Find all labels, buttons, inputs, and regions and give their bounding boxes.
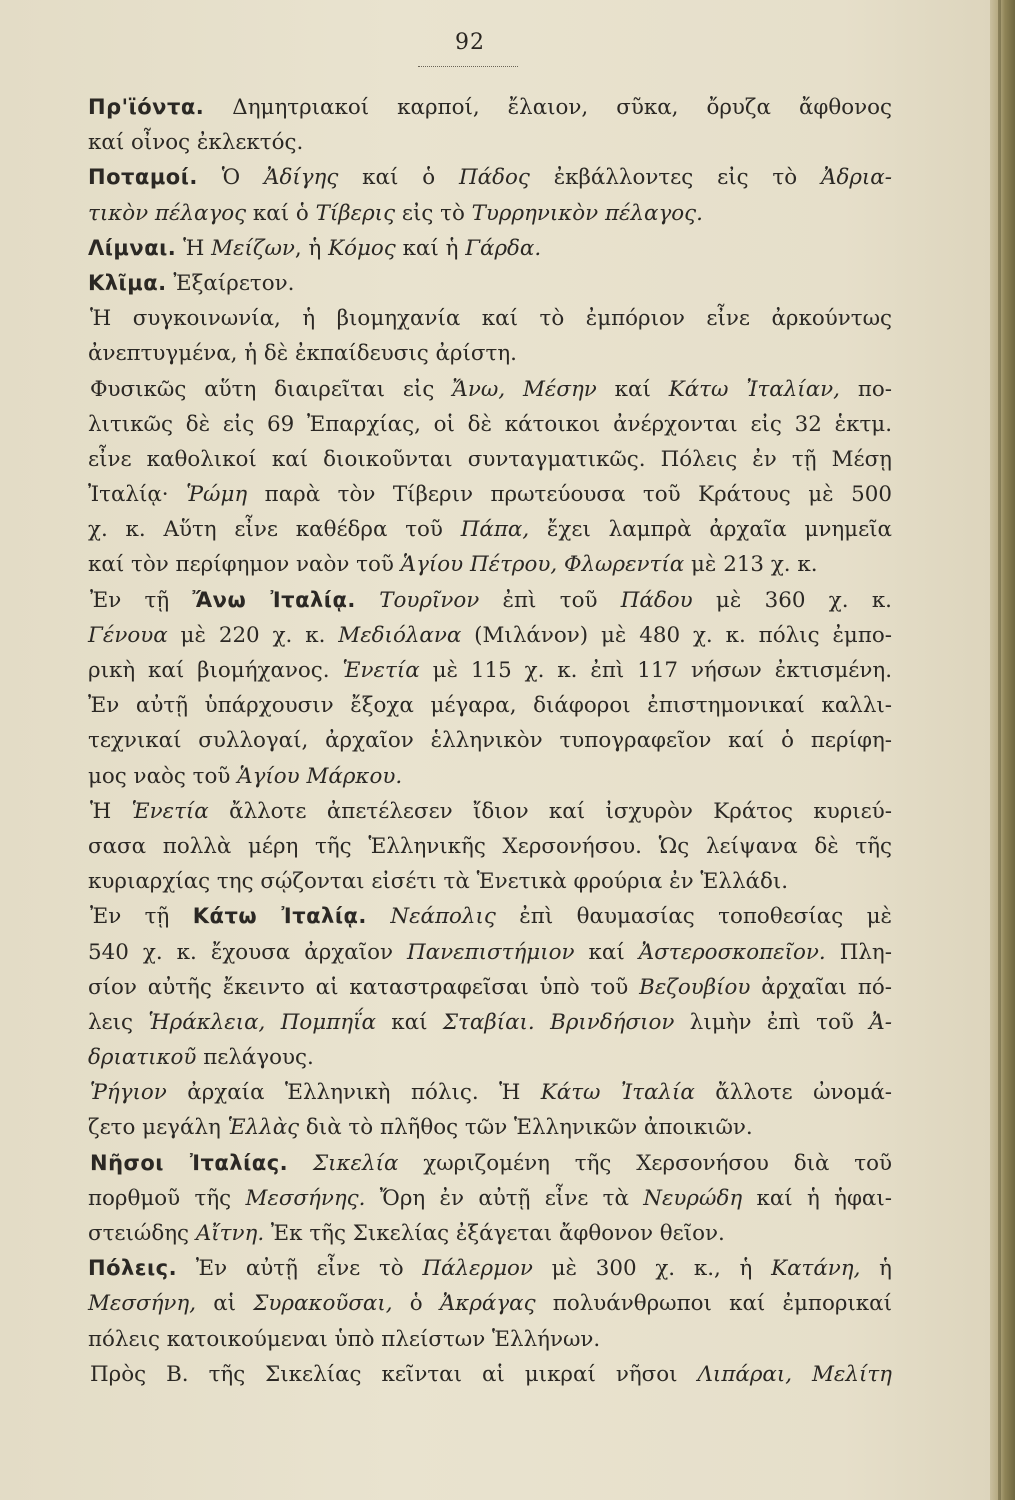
text-line (88, 759, 892, 794)
text-run: στειώδης (88, 1221, 196, 1246)
text-run: καί (375, 1009, 443, 1035)
italic-term: Πάδου (620, 587, 693, 613)
text-run: καί ὁ (246, 200, 316, 226)
italic-term: Ἡράκλεια, Πομπηΐα (148, 1009, 376, 1035)
text-line (88, 1357, 892, 1392)
italic-term: Τουρῖνον (379, 587, 480, 613)
text-run: Ἡ συγκοινωνία, ἡ βιομηχανία καί τὸ ἐμπόριον εἶνε ἀρκούντως (90, 306, 892, 332)
text-run: ἔχει λαμπρὰ ἀρχαῖα μνημεῖα (529, 517, 892, 543)
italic-term: Μείζων (211, 235, 295, 261)
text-line (88, 1181, 892, 1216)
text-run (356, 588, 379, 613)
text-run: Ἐν αὐτῇ εἶνε τὸ (177, 1256, 423, 1282)
italic-term: Ῥήγιον (90, 1080, 167, 1106)
text-line (88, 688, 892, 723)
text-line (88, 1040, 892, 1075)
text-run: 540 χ. κ. ἔχουσα ἀρχαῖον (88, 939, 408, 965)
italic-term: Ἀ- (869, 1009, 892, 1035)
italic-term: Λιπάραι, Μελίτη (697, 1361, 892, 1387)
text-run: ἀνεπτυγμένα, ἡ δὲ ἐκπαίδευσις ἀρίστη. (88, 341, 517, 367)
text-run: , ἡ (294, 235, 329, 261)
section-heading: Πρ'ϊόντα. (88, 95, 205, 119)
text-run (288, 1151, 313, 1176)
section-heading: Ποταμοί. (88, 165, 198, 190)
text-run: πόλεις κατοικούμεναι ὑπὸ πλείστων Ἑλλήνων. (88, 1326, 601, 1352)
text-line (88, 512, 892, 547)
italic-term: Μεσσήνης. (245, 1185, 366, 1211)
text-line (88, 372, 892, 407)
italic-term: Πάλερμον (422, 1256, 533, 1282)
text-run: διὰ τὸ πλῆθος τῶν Ἑλληνικῶν ἀποικιῶν. (299, 1115, 753, 1141)
italic-term: Σταβίαι. Βρινδήσιον (442, 1009, 675, 1035)
text-run: Πρὸς Β. τῆς Σικελίας κεῖνται αἱ μικραί νῆσοι (90, 1361, 698, 1387)
text-line (88, 1075, 892, 1110)
text-line (88, 723, 892, 758)
section-heading: Κλῖμα. (88, 270, 167, 295)
text-run: καί ἡ (395, 235, 466, 261)
text-run: καί ὁ (338, 165, 459, 191)
text-line (88, 935, 892, 970)
text-line (88, 864, 892, 899)
italic-term: Νεάπολις (390, 904, 496, 930)
text-line (88, 583, 892, 618)
text-line (88, 407, 892, 442)
text-run: καί (574, 939, 639, 965)
text-line (88, 829, 892, 864)
text-line (88, 196, 892, 231)
text-line (88, 794, 892, 829)
text-run: Πλη- (825, 939, 892, 965)
italic-term: Κάτω Ἰταλία (540, 1080, 695, 1106)
italic-term: Ἑλλὰς (227, 1115, 300, 1141)
text-line (88, 477, 892, 512)
italic-term: Ἁγίου Πέτρου, Φλωρεντία (400, 552, 685, 578)
italic-term: Βεζουβίου (639, 974, 751, 1000)
text-line (88, 336, 892, 371)
section-heading: Πόλεις. (88, 1256, 178, 1281)
text-line (88, 970, 892, 1005)
italic-term: Γένουα (88, 622, 168, 648)
header-rule (418, 66, 518, 67)
section-heading: Κάτω Ἰταλίᾳ. (192, 904, 367, 929)
text-run: πολυάνθρωποι καί ἐμπορικαί (535, 1291, 893, 1317)
text-line (88, 160, 892, 195)
italic-term: Νευρώδη (643, 1185, 743, 1211)
text-run: Ἰταλίᾳ· (88, 482, 187, 508)
italic-term: Ἀδίγης (264, 165, 339, 191)
text-line (88, 442, 892, 477)
text-run: (Μιλάνον) μὲ 480 χ. κ. πόλις ἐμπο- (461, 622, 892, 648)
italic-term: Ἀδρια- (821, 165, 892, 191)
italic-term: Πάπα, (460, 517, 530, 543)
text-run: Ἐν τῇ (90, 904, 193, 930)
text-line (88, 547, 892, 582)
italic-term: Τυρρηνικὸν πέλαγος. (471, 200, 703, 226)
text-line (88, 125, 892, 160)
text-run: τεχνικαί συλλογαί, ἀρχαῖον ἑλληνικὸν τυπογραφεῖον καί ὁ περίφη- (88, 728, 892, 754)
text-run: πελάγους. (196, 1045, 314, 1071)
text-line (88, 1251, 892, 1286)
text-line (88, 1286, 892, 1321)
text-run: χ. κ. Αὕτη εἶνε καθέδρα τοῦ (88, 517, 461, 543)
text-run: ἐπὶ θαυμασίας τοποθεσίας μὲ (495, 904, 892, 930)
text-run: μὲ 115 χ. κ. ἐπὶ 117 νήσων ἐκτισμένη. (419, 658, 892, 683)
italic-term: Κατάνη, (771, 1256, 861, 1282)
text-run: ἄλλοτε ἀπετέλεσεν ἴδιον καί ἰσχυρὸν Κράτος κυριεύ- (208, 798, 892, 824)
text-run: Φυσικῶς αὕτη διαιρεῖται εἰς (90, 376, 453, 402)
text-run: καί τὸν περίφημον ναὸν τοῦ (88, 552, 401, 578)
section-heading: Λίμναι. (88, 235, 177, 260)
text-run: λιμὴν ἐπὶ τοῦ (674, 1009, 870, 1035)
text-run: ὁ (392, 1291, 440, 1317)
italic-term: Πανεπιστήμιον (407, 939, 575, 965)
text-run: Ἡ (90, 798, 132, 824)
italic-term: Πάδος (458, 165, 530, 191)
text-line (88, 1322, 892, 1357)
italic-term: Ἄνω, Μέσην (452, 376, 597, 402)
text-run: παρὰ τὸν Τίβεριν πρωτεύουσα τοῦ Κράτους μὲ 500 (247, 482, 892, 508)
text-line (88, 301, 892, 336)
italic-term: Ῥώμη (186, 482, 248, 508)
text-run: ἀρχαῖαι πό- (750, 974, 892, 1000)
italic-term: Κάτω Ἰταλίαν, (668, 376, 840, 402)
italic-term: τικὸν πέλαγος (88, 200, 247, 226)
italic-term: Ἁγίου Μάρκου. (237, 763, 403, 789)
italic-term: Αἴτνη. (195, 1221, 265, 1246)
text-run: μὲ 213 χ. κ. (684, 552, 818, 578)
italic-term: Γάρδα. (465, 235, 542, 261)
italic-term: Ἀκράγας (439, 1291, 536, 1317)
text-run: ρικὴ καί βιομήχανος. (88, 658, 343, 683)
page-number: 92 (455, 30, 485, 55)
text-run: μὲ 300 χ. κ., ἡ (532, 1256, 772, 1282)
text-run: Ἐν αὐτῇ ὑπάρχουσιν ἔξοχα μέγαρα, διάφοροι ἐπιστημονικαί καλλι- (88, 693, 892, 719)
text-line (88, 899, 892, 934)
text-line (88, 1146, 892, 1181)
text-run: Δημητριακοί καρποί, ἔλαιον, σῦκα, ὄρυζα ἄφθονος (204, 95, 892, 120)
text-run: μὲ 360 χ. κ. (692, 587, 892, 613)
text-run: σασα πολλὰ μέρη τῆς Ἑλληνικῆς Χερσονήσου. Ὡς λείψανα δὲ τῆς (88, 833, 892, 859)
section-heading: Νῆσοι Ἰταλίας. (90, 1150, 289, 1175)
text-run: ἡ (860, 1256, 892, 1282)
text-run: Ὄρη ἐν αὐτῇ εἶνε τὰ (365, 1185, 644, 1211)
text-line (88, 266, 892, 301)
text-line (88, 1110, 892, 1145)
text-run: Ἐκ τῆς Σικελίας ἐξάγεται ἄφθονον θεῖον. (264, 1221, 725, 1246)
text-run: πο- (839, 376, 892, 402)
text-run: Ὁ (197, 165, 264, 191)
text-run: εἰς τὸ (395, 200, 472, 226)
text-run (367, 904, 390, 929)
text-run: ἐκβάλλοντες εἰς τὸ (529, 165, 822, 191)
italic-term: δριατικοῦ (88, 1045, 197, 1071)
italic-term: Κόμος (328, 235, 396, 261)
text-run: ζετο μεγάλη (88, 1115, 228, 1141)
italic-term: Μεσσήνη, (88, 1291, 197, 1317)
text-run: λιτικῶς δὲ εἰς 69 Ἐπαρχίας, οἱ δὲ κάτοικοι ἀνέρχονται εἰς 32 ἑκτμ. (88, 411, 892, 437)
text-line (88, 1005, 892, 1040)
text-run: Ἡ (176, 235, 212, 261)
page-text (88, 90, 892, 1392)
book-spine (990, 0, 1015, 1500)
italic-term: Ἀστεροσκοπεῖον. (638, 939, 826, 965)
text-line (88, 231, 892, 266)
text-run: ἄλλοτε ὠνομά- (694, 1080, 892, 1106)
text-run: εἶνε καθολικοί καί διοικοῦνται συνταγματικῶς. Πόλεις ἐν τῇ Μέσῃ (88, 446, 892, 472)
text-run: ἐπὶ τοῦ (479, 587, 621, 613)
text-line (88, 1216, 892, 1251)
italic-term: Σικελία (313, 1150, 399, 1176)
italic-term: Συρακοῦσαι, (253, 1291, 393, 1317)
text-run: ἀρχαία Ἑλληνικὴ πόλις. Ἡ (166, 1080, 541, 1106)
italic-term: Ἑνετία (131, 798, 209, 824)
italic-term: Τίβερις (315, 200, 396, 226)
text-run: Ἐξαίρετον. (166, 270, 295, 296)
text-run: καί (596, 376, 669, 402)
text-run: πορθμοῦ τῆς (88, 1185, 246, 1211)
italic-term: Ἑνετία (342, 658, 420, 683)
text-line (88, 618, 892, 653)
text-run: αἱ (196, 1291, 254, 1317)
text-run: μος ναὸς τοῦ (88, 763, 238, 789)
text-run: λεις (88, 1009, 149, 1035)
section-heading: Ἄνω Ἰταλίᾳ. (192, 587, 356, 612)
italic-term: Μεδιόλανα (338, 622, 462, 648)
text-line (88, 90, 892, 125)
text-run: σίον αὐτῆς ἔκειντο αἱ καταστραφεῖσαι ὑπὸ τοῦ (88, 974, 640, 1000)
text-run: χωριζομένη τῆς Χερσονήσου διὰ τοῦ (398, 1150, 892, 1176)
text-run: μὲ 220 χ. κ. (167, 622, 339, 648)
text-line (88, 653, 892, 688)
text-run: Ἐν τῇ (90, 587, 193, 613)
text-run: καί ἡ ἡφαι- (742, 1185, 892, 1211)
text-run: καί οἶνος ἐκλεκτός. (88, 130, 304, 156)
text-run: κυριαρχίας της σῴζονται εἰσέτι τὰ Ἑνετικὰ φρούρια ἐν Ἑλλάδι. (88, 869, 789, 895)
